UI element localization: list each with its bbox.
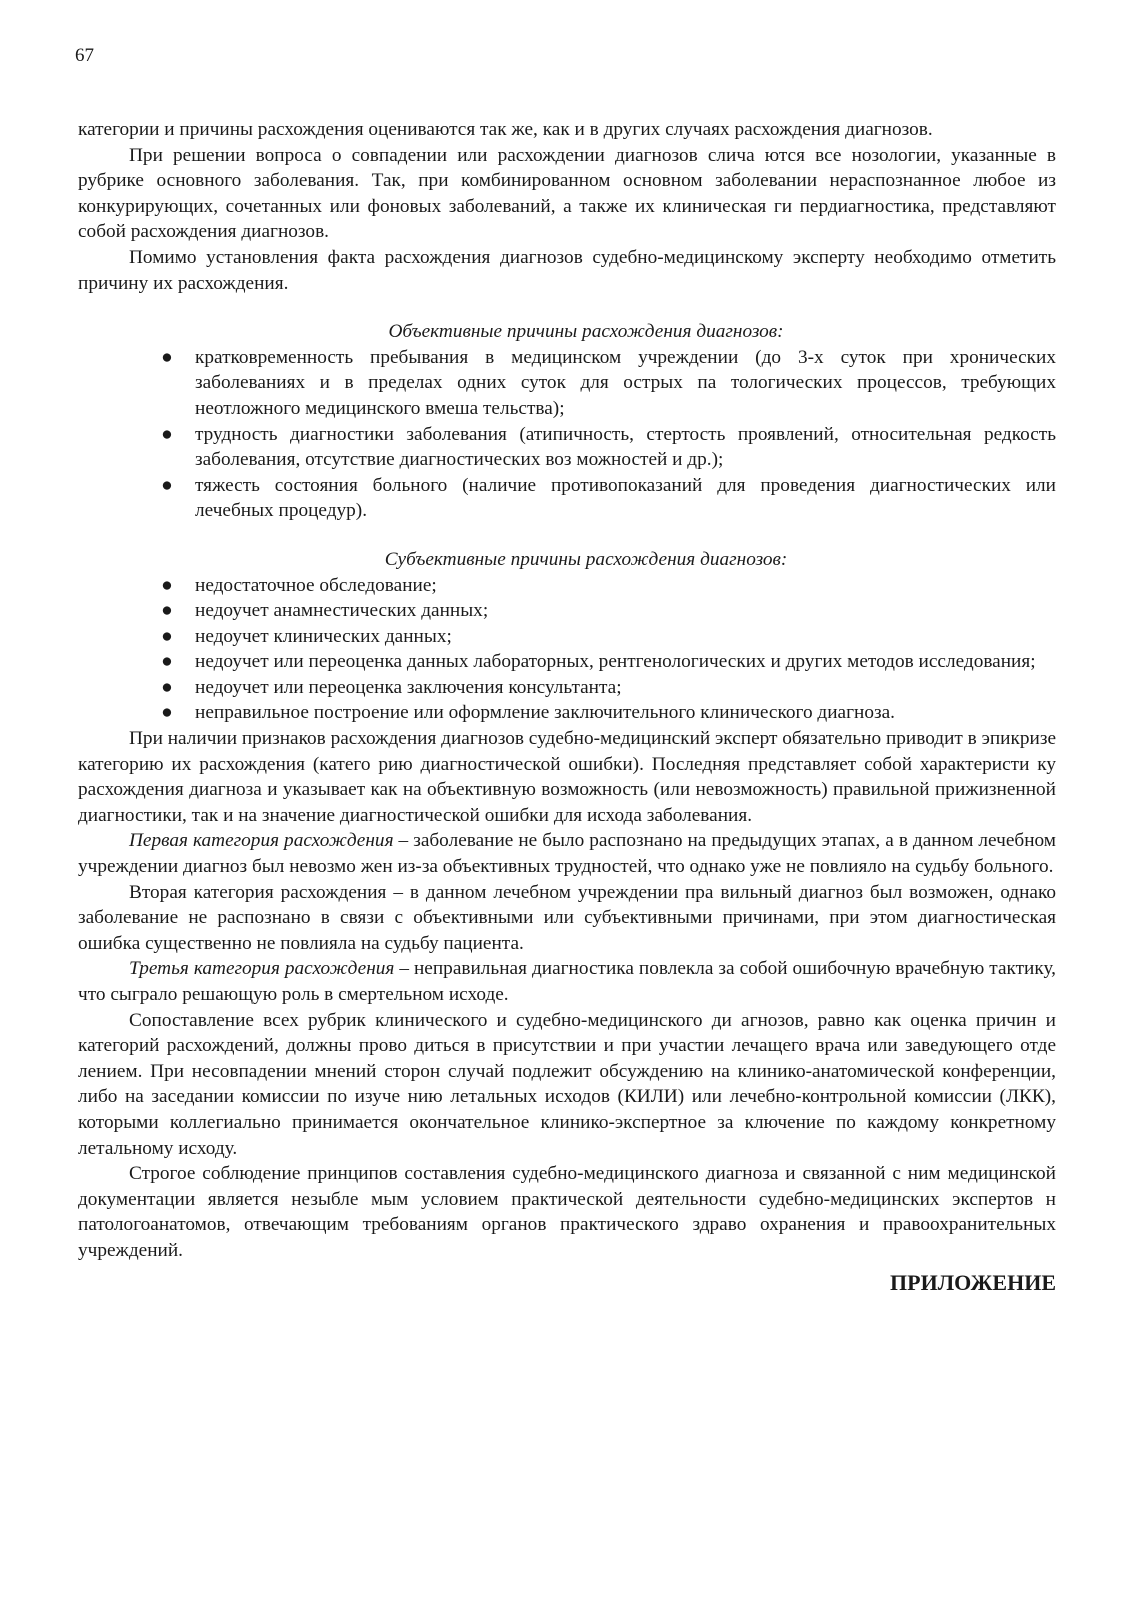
- bullet-icon: ●: [161, 702, 173, 724]
- appendix-heading: ПРИЛОЖЕНИЕ: [890, 1269, 1056, 1295]
- paragraph-category-1: [78, 828, 1056, 879]
- list-item: ● кратковременность пребывания в медицинском учреждении (до 3-х суток при хронических заболеваниях и в пределах одних суток для острых па тологических процессов, требующих неотложного медицинского вмеша тельства);: [161, 346, 1056, 419]
- list-item: ● недоучет или переоценка данных лабораторных, рентгенологических и других методов исследования;: [78, 649, 1056, 675]
- bullet-icon: ●: [161, 346, 173, 368]
- category-1-label: Первая категория расхождения: [129, 830, 394, 852]
- paragraph-comparison: Сопоставление всех рубрик клинического и судебно-медицинского ди агнозов, равно как оценка причин и категорий расхождений, должны прово диться в присутствии и при участии лечащего врача или заведующего отде лением. При несовпадении мнений сторон случай подлежит обсуждению на клинико-анатомической конференции, либо на заседании комиссии по изуче нию летальных исходов (КИЛИ) или лечебно-контрольной комиссии (ЛКК), которыми коллегиально принимается окончательное клинико-экспертное за ключение по каждому конкретному летальному исходу.: [78, 1009, 1056, 1159]
- paragraph-category-3: [78, 956, 1056, 1007]
- bullet-icon: ●: [161, 574, 173, 596]
- page-number: 67: [75, 45, 94, 66]
- paragraph-cause-required: Помимо установления факта расхождения диагнозов судебно-медицинскому эксперту необходимо отметить причину их расхождения.: [78, 246, 1056, 294]
- paragraph-category-2: Вторая категория расхождения – в данном лечебном учреждении пра вильный диагноз был возможен, однако заболевание не распознано в связи с объективными или субъективными причинами, при этом диагностическая ошибка существенно не повлияла на судьбу пациента.: [78, 881, 1056, 954]
- list-item: ● недоучет анамнестических данных;: [78, 598, 1056, 624]
- list-item: ● тяжесть состояния больного (наличие противопоказаний для проведения диагностических или лечебных процедур).: [161, 474, 1056, 522]
- bullet-icon: ●: [161, 474, 173, 496]
- paragraph-comparison-rule: При решении вопроса о совпадении или расхождении диагнозов слича ются все нозологии, указанные в рубрике основного заболевания. Так, при комбинированном основном заболевании нераспознанное любое из конкурирующих, сочетанных или фоновых заболеваний, а также их клиническая ги пердиагностика, представляют собой расхождения диагнозов.: [78, 144, 1056, 243]
- objective-causes-heading: Объективные причины расхождения диагнозов:: [388, 321, 784, 343]
- bullet-icon: ●: [161, 676, 173, 698]
- list-item: ● недоучет или переоценка заключения консультанта;: [78, 675, 1056, 701]
- list-item: ● трудность диагностики заболевания (атипичность, стертость проявлений, относительная редкость заболевания, отсутствие диагностических воз можностей и др.);: [161, 423, 1056, 471]
- category-1-text: – заболевание не было распознано на предыдущих этапах, а в данном лечебном учреждении диагноз был невозмо жен из-за объективных трудностей, что однако уже не повлияло на судьбу больного.: [78, 830, 1056, 878]
- paragraph-final: Строгое соблюдение принципов составления судебно-медицинского диагноза и связанной с ним медицинской документации является незыбле мым условием практической деятельности судебно-медицинских экспертов н патологоанатомов, отвечающим требованиям органов практического здраво охранения и правоохранительных учреждений.: [78, 1163, 1056, 1261]
- bullet-icon: ●: [161, 600, 173, 622]
- list-item: ● неправильное построение или оформление заключительного клинического диагноза.: [78, 700, 1056, 726]
- bullet-icon: ●: [161, 625, 173, 647]
- page-body: [78, 117, 1056, 1298]
- objective-causes-list: [78, 345, 1056, 524]
- list-item: ● недостаточное обследование;: [78, 573, 1056, 599]
- category-3-label: Третья категория расхождения: [129, 958, 395, 980]
- category-3-text: – неправильная диагностика повлекла за собой ошибочную врачебную тактику, что сыграло решающую роль в смертельном исходе.: [78, 958, 1056, 1005]
- bullet-icon: ●: [161, 423, 173, 445]
- list-item: ● недоучет клинических данных;: [78, 624, 1056, 650]
- paragraph-epicrisis: При наличии признаков расхождения диагнозов судебно-медицинский эксперт обязательно приводит в эпикризе категорию их расхождения (катего рию диагностической ошибки). Последняя представляет собой характеристи ку расхождения диагноза и указывает как на объективную возможность (или невозможность) правильной прижизненной диагностики, так и на значение диагностической ошибки для исхода заболевания.: [78, 728, 1057, 826]
- subjective-causes-list: [78, 573, 1056, 727]
- subjective-causes-heading: Субъективные причины расхождения диагнозов:: [384, 548, 788, 570]
- paragraph-continuation: категории и причины расхождения оцениваются так же, как и в других случаях расхождения диагнозов.: [78, 119, 933, 140]
- bullet-icon: ●: [161, 651, 173, 673]
